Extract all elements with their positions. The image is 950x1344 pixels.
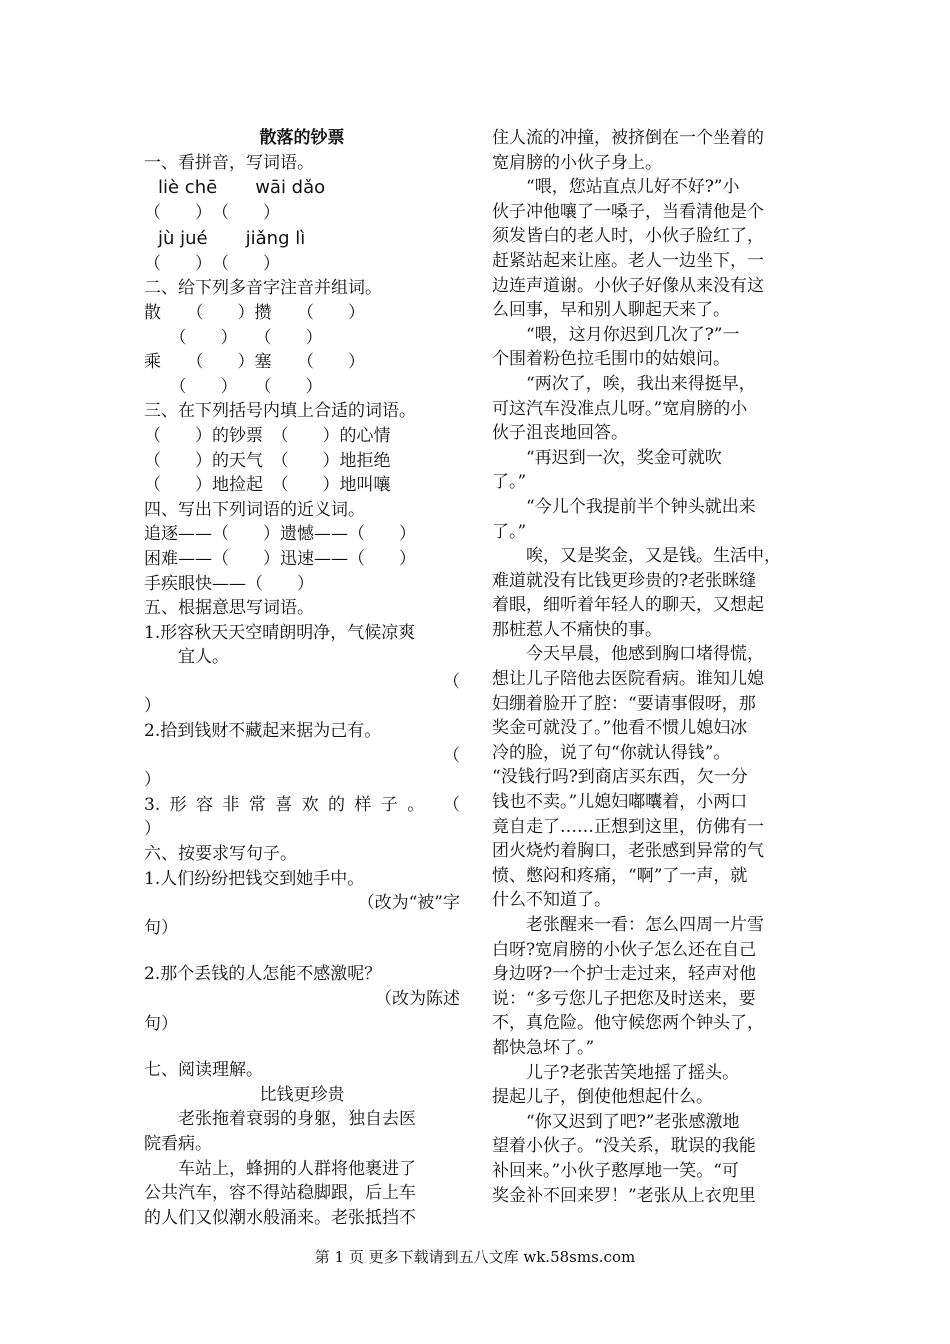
reading-paragraph — [492, 544, 806, 642]
reading-paragraph — [492, 642, 806, 913]
reading-paragraph — [492, 1061, 806, 1110]
reading-paragraph — [492, 495, 806, 544]
reading-paragraph — [492, 1110, 806, 1208]
section-6-heading: 六、按要求写句子。 — [144, 844, 297, 865]
reading-line: 什么不知道了。 — [492, 890, 611, 911]
polyphone-row: （ ） （ ） — [144, 327, 323, 348]
reading-line: “再迟到一次，奖金可就吹 — [526, 447, 722, 468]
question-text: 2.拾到钱财不藏起来据为己有。 — [144, 721, 382, 742]
reading-line: 冷的脸，说了句“你就认得钱”。 — [492, 742, 731, 763]
reading-line: 么回事，早和别人聊起天来了。 — [492, 300, 730, 321]
reading-paragraph — [492, 126, 806, 175]
reading-line: 老张拖着衰弱的身躯，独自去医 — [178, 1109, 416, 1130]
reading-line: 宽肩膀的小伙子身上。 — [492, 152, 662, 173]
reading-line: 车站上，蜂拥的人群将他裹进了 — [178, 1158, 416, 1179]
reading-line: 唉，又是奖金，又是钱。生活中， — [526, 546, 781, 567]
question-text: 2.那个丢钱的人怎能不感激呢？ — [144, 964, 382, 985]
reading-line: 奖金补不回来罗！”老张从上衣兜里 — [492, 1185, 756, 1206]
reading-line: 竟自走了……正想到这里，仿佛有一 — [492, 816, 764, 837]
answer-paren: ） — [144, 696, 161, 717]
section-5-heading: 五、根据意思写词语。 — [144, 598, 314, 619]
polyphone-row: （ ） （ ） — [144, 376, 323, 397]
pinyin-item: liè chē — [158, 177, 218, 199]
question-text: 1.形容秋天天空晴朗明净，气候凉爽 — [144, 622, 416, 643]
reading-line: 老张醒来一看：怎么四周一片雪 — [526, 915, 764, 935]
synonym-row: 困难——（ ）迅速——（ ） — [144, 548, 416, 569]
answer-paren: （ — [443, 745, 460, 766]
reading-line: 都快急坏了。” — [492, 1037, 595, 1058]
reading-line: 补回来。”小伙子憨厚地一笑。“可 — [492, 1160, 739, 1181]
instruction-text: 句） — [144, 1013, 178, 1034]
question-text: 3.形容非常喜欢的样子。 （ — [144, 794, 460, 815]
reading-paragraph — [492, 175, 806, 323]
reading-line: “你又迟到了吧?”老张感激地 — [526, 1111, 740, 1132]
pinyin-row-1 — [144, 175, 460, 201]
right-column — [492, 126, 806, 1208]
reading-line: 望着小伙子。“没关系，耽误的我能 — [492, 1136, 756, 1157]
reading-paragraph — [492, 323, 806, 372]
answer-paren: （ — [443, 671, 460, 692]
polyphone-row: 散 （ ）攒 （ ） — [144, 302, 365, 323]
reading-line: 了。” — [492, 521, 527, 542]
reading-line: “没钱行吗?到商店买东西，欠一分 — [492, 767, 748, 788]
document-title: 散落的钞票 — [259, 128, 345, 148]
reading-line: 提起儿子，倒使他想起什么。 — [492, 1087, 713, 1108]
reading-line: 难道就没有比钱更珍贵的?老张眯缝 — [492, 570, 757, 591]
reading-line: 可这汽车没准点儿呀。”宽肩膀的小 — [492, 398, 748, 419]
reading-line: 白呀?宽肩膀的小伙子怎么还在自己 — [492, 939, 757, 960]
pinyin-item: jù jué — [158, 227, 208, 249]
reading-line: 伙子沮丧地回答。 — [492, 423, 628, 444]
reading-line: 妇绷着脸开了腔：“要请事假呀，那 — [492, 693, 756, 714]
reading-line: 奖金可就没了。”他看不惯儿媳妇冰 — [492, 718, 748, 739]
reading-line: 赶紧站起来让座。老人一边坐下，一 — [492, 250, 764, 271]
polyphone-row: 乘 （ ）塞 （ ） — [144, 352, 365, 373]
pinyin-item: wāi dǎo — [255, 177, 326, 199]
answer-paren: ） — [144, 770, 161, 791]
pinyin-item: jiǎng lì — [245, 227, 306, 249]
reading-line: 钱也不卖。”儿媳妇嘟囔着，小两口 — [492, 792, 748, 813]
left-column — [144, 126, 460, 1230]
section-1-heading: 一、看拼音，写词语。 — [144, 152, 314, 173]
reading-line: 公共汽车，容不得站稳脚跟，后上车 — [144, 1183, 416, 1204]
reading-paragraph — [144, 1107, 460, 1156]
fill-row: （ ）的钞票 （ ）的心情 — [144, 425, 391, 446]
question-text: 宜人。 — [178, 647, 229, 668]
section-3-heading: 三、在下列括号内填上合适的词语。 — [144, 401, 416, 422]
reading-line: 着眼，细听着年轻人的聊天，又想起 — [492, 595, 764, 616]
fill-row: （ ）地捡起 （ ）地叫嚷 — [144, 475, 391, 496]
reading-line: 了。” — [492, 472, 527, 493]
section-2-heading: 二、给下列多音字注音并组词。 — [144, 278, 382, 299]
reading-line: 院看病。 — [144, 1133, 212, 1154]
reading-line: 的人们又似潮水般涌来。老张抵挡不 — [144, 1207, 416, 1228]
reading-line: 团火烧灼着胸口，老张感到异常的气 — [492, 841, 764, 862]
reading-line: 儿子?老张苦笑地摇了摇头。 — [526, 1062, 740, 1083]
reading-line: “喂，您站直点儿好不好?”小 — [526, 177, 740, 198]
section-4-heading: 四、写出下列词语的近义词。 — [144, 499, 365, 520]
reading-line: “喂，这月你迟到几次了?”一 — [526, 324, 740, 345]
section-7-heading: 七、阅读理解。 — [144, 1060, 263, 1081]
instruction-text: 句） — [144, 917, 178, 938]
answer-blanks: （ ） （ ） — [144, 203, 280, 224]
reading-line: 今天早晨，他感到胸口堵得慌， — [526, 644, 764, 665]
reading-line: 伙子冲他嚷了一嗓子，当看清他是个 — [492, 201, 764, 222]
answer-paren: ） — [144, 819, 161, 840]
pinyin-row-2 — [144, 226, 460, 252]
reading-line: 不，真危险。他守候您两个钟头了， — [492, 1013, 764, 1034]
reading-line: 身边呀?一个护士走过来，轻声对他 — [492, 964, 757, 985]
question-text: 1.人们纷纷把钱交到她手中。 — [144, 868, 365, 889]
instruction-text: （改为“被”字 — [357, 893, 460, 914]
reading-line: “两次了，唉，我出来得挺早， — [526, 373, 756, 394]
reading-line: 想让儿子陪他去医院看病。谁知儿媳 — [492, 669, 764, 690]
reading-paragraph — [492, 372, 806, 446]
reading-paragraph — [144, 1157, 460, 1231]
reading-line: 那桩惹人不痛快的事。 — [492, 619, 662, 640]
page-footer: 第 1 页 更多下载请到五八文库 wk.58sms.com — [314, 1248, 636, 1266]
reading-line: 愤、憋闷和疼痛，“啊”了一声，就 — [492, 865, 748, 886]
reading-line: 个围着粉色拉毛围巾的姑娘问。 — [492, 349, 730, 370]
reading-line: 说：“多亏您儿子把您及时送来，要 — [492, 988, 756, 1009]
fill-row: （ ）的天气 （ ）地拒绝 — [144, 450, 391, 471]
synonym-row: 追逐——（ ）遗憾——（ ） — [144, 524, 416, 545]
synonym-row: 手疾眼快——（ ） — [144, 573, 314, 594]
reading-line: 住人流的冲撞，被挤倒在一个坐着的 — [492, 128, 764, 148]
reading-title: 比钱更珍贵 — [259, 1084, 345, 1105]
reading-line: 边连声道谢。小伙子好像从来没有这 — [492, 275, 764, 296]
reading-paragraph — [492, 913, 806, 1061]
reading-line: 须发皆白的老人时，小伙子脸红了， — [492, 226, 764, 247]
reading-line: “今儿个我提前半个钟头就出来 — [526, 496, 756, 517]
instruction-text: （改为陈述 — [375, 989, 460, 1009]
reading-paragraph — [492, 446, 806, 495]
answer-blanks: （ ） （ ） — [144, 253, 280, 274]
